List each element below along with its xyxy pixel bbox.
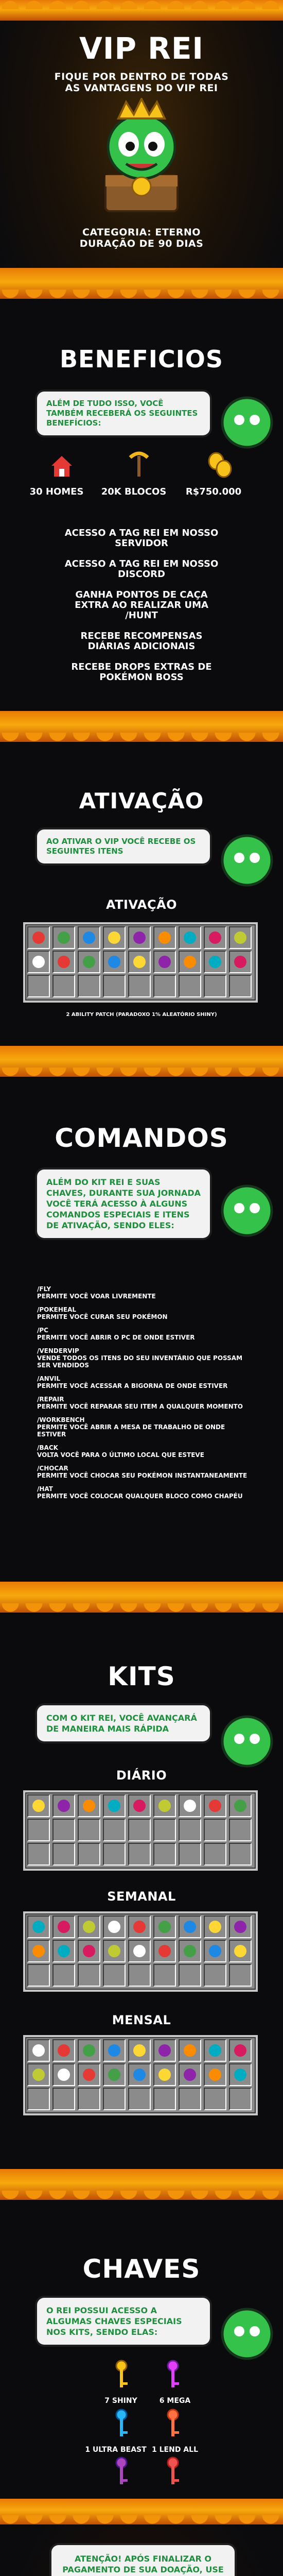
beneficios-section <box>0 299 283 752</box>
inventory-slot <box>179 951 201 973</box>
inventory-slot <box>128 1794 151 1817</box>
notice-box <box>51 2545 235 2576</box>
command-name: /WORKBENCH <box>37 1416 85 1423</box>
inventory-slot <box>229 1819 252 1841</box>
dragon-mascot-icon <box>216 392 278 453</box>
item-icon <box>209 1800 221 1812</box>
inventory-slot <box>179 1819 201 1841</box>
inventory-slot <box>52 2088 75 2110</box>
command-name: /CHOCAR <box>37 1465 68 1472</box>
inventory-slot <box>204 1843 226 1866</box>
dragon-mascot-icon <box>216 2303 278 2365</box>
inventory-slot <box>27 2063 50 2086</box>
inventory-slot <box>52 2039 75 2062</box>
command-name: /FLY <box>37 1285 51 1293</box>
inventory-slot <box>153 926 176 949</box>
lava-divider <box>0 2499 283 2524</box>
item-icon <box>108 1945 120 1957</box>
key-label: 7 SHINY <box>104 2397 137 2405</box>
inventory-slot <box>27 926 50 949</box>
inventory-slot <box>128 2063 151 2086</box>
reward-money: R$750.000 <box>185 486 242 497</box>
inventory-slot <box>52 1819 75 1841</box>
inventory-slot <box>128 951 151 973</box>
item-icon <box>209 956 221 968</box>
item-icon <box>133 1945 146 1957</box>
inventory-slot <box>27 2088 50 2110</box>
inventory-slot <box>204 1940 226 1962</box>
item-icon <box>209 931 221 944</box>
item-icon <box>83 956 95 968</box>
inventory-slot <box>229 975 252 997</box>
inventory-slot <box>204 975 226 997</box>
beneficios-intro-text: ALÉM DE TUDO ISSO, VOCÊ TAMBÉM RECEBERÁ OS SEGUINTES BENEFÍCIOS: <box>46 399 198 428</box>
inventory-slot <box>78 1794 100 1817</box>
item-icon <box>32 956 45 968</box>
command-item <box>37 1444 253 1459</box>
item-icon <box>184 931 196 944</box>
comandos-section <box>0 1087 283 1618</box>
key-lend-all-icon <box>164 2409 182 2439</box>
kit-weekly-title: SEMANAL <box>107 1889 176 1904</box>
inventory-slot <box>204 926 226 949</box>
command-desc: PERMITE VOCÊ ACESSAR A BIGORNA DE ONDE ESTIVER <box>37 1382 228 1389</box>
dragon-mascot-icon <box>216 1180 278 1242</box>
inventory-slot <box>153 1794 176 1817</box>
item-icon <box>158 931 171 944</box>
inventory-slot <box>128 1843 151 1866</box>
inventory-slot <box>229 1843 252 1866</box>
inventory-slot <box>179 1940 201 1962</box>
inventory-slot <box>78 1964 100 1987</box>
item-icon <box>108 1921 120 1933</box>
inventory-slot <box>179 975 201 997</box>
item-icon <box>158 1800 171 1812</box>
item-icon <box>32 2044 45 2057</box>
command-name: /BACK <box>37 1444 58 1451</box>
item-icon <box>209 2044 221 2057</box>
command-desc: VOLTA VOCÊ PARA O ÚLTIMO LOCAL QUE ESTEVE <box>37 1451 204 1459</box>
inventory-slot <box>229 1794 252 1817</box>
item-icon <box>108 931 120 944</box>
command-desc: PERMITE VOCÊ COLOCAR QUALQUER BLOCO COMO CHAPÉU <box>37 1493 243 1500</box>
key-mega-icon <box>164 2360 182 2391</box>
item-icon <box>133 931 146 944</box>
comandos-intro-box <box>37 1170 210 1238</box>
key-lend-5s-icon <box>164 2456 182 2487</box>
item-icon <box>32 1921 45 1933</box>
inventory-slot <box>153 1940 176 1962</box>
inventory-slot <box>27 2039 50 2062</box>
benefit-item: ACESSO A TAG REI EM NOSSO DISCORD <box>64 558 219 580</box>
inventory-slot <box>204 2063 226 2086</box>
item-icon <box>108 956 120 968</box>
item-icon <box>32 1800 45 1812</box>
hero-duration: DURAÇÃO DE 90 DIAS <box>79 238 204 249</box>
ativacao-intro-text: AO ATIVAR O VIP VOCÊ RECEBE OS SEGUINTES ITENS <box>46 837 196 856</box>
inventory-slot <box>103 975 126 997</box>
dragon-mascot-icon <box>216 1710 278 1772</box>
dragon-mascot-icon <box>85 98 198 216</box>
inventory-slot <box>179 926 201 949</box>
command-desc: PERMITE VOCÊ REPARAR SEU ITEM A QUALQUER MOMENTO <box>37 1403 243 1410</box>
inventory-slot <box>103 1940 126 1962</box>
inventory-slot <box>27 1794 50 1817</box>
inventory-slot <box>103 2039 126 2062</box>
inventory-slot <box>27 951 50 973</box>
inventory-slot <box>128 2088 151 2110</box>
kits-intro-text: COM O KIT REI, VOCÊ AVANÇARÁ DE MANEIRA MAIS RÁPIDA <box>46 1713 197 1734</box>
inventory-slot <box>128 1940 151 1962</box>
inventory-slot <box>229 1916 252 1938</box>
inventory-slot <box>179 2039 201 2062</box>
inventory-slot <box>179 2088 201 2110</box>
lava-divider <box>0 711 283 742</box>
inventory-slot <box>27 1819 50 1841</box>
inventory-slot <box>179 1964 201 1987</box>
command-desc: PERMITE VOCÊ VOAR LIVREMENTE <box>37 1293 156 1300</box>
command-desc: PERMITE VOCÊ CHOCAR SEU POKÉMON INSTANTANEAMENTE <box>37 1472 247 1479</box>
item-icon <box>209 1921 221 1933</box>
inventory-slot <box>153 1843 176 1866</box>
inventory-slot <box>103 2088 126 2110</box>
item-icon <box>184 2044 196 2057</box>
benefit-item: GANHA PONTOS DE CAÇA EXTRA AO REALIZAR UMA /HUNT <box>75 589 208 621</box>
key-ultra-beast-icon <box>112 2409 131 2439</box>
inventory-slot <box>103 1794 126 1817</box>
lava-divider <box>0 1046 283 1077</box>
inventory-slot <box>27 1964 50 1987</box>
inventory-slot <box>52 926 75 949</box>
key-label: 1 ULTRA BEAST <box>85 2446 147 2454</box>
item-icon <box>234 1921 246 1933</box>
lava-border-top <box>0 0 283 21</box>
item-icon <box>133 2044 146 2057</box>
kits-section <box>0 1618 283 2210</box>
benefit-item: RECEBE DROPS EXTRAS DE POKÉMON BOSS <box>71 662 212 683</box>
key-label: 6 MEGA <box>159 2397 191 2405</box>
item-icon <box>58 1800 70 1812</box>
item-icon <box>184 1945 196 1957</box>
inventory-slot <box>103 2063 126 2086</box>
command-item <box>37 1416 253 1438</box>
inventory-slot <box>52 1916 75 1938</box>
item-icon <box>32 1945 45 1957</box>
beneficios-title: BENEFICIOS <box>59 345 224 373</box>
inventory-slot <box>229 2063 252 2086</box>
inventory-slot <box>153 1819 176 1841</box>
reward-homes: 30 HOMES <box>29 486 84 497</box>
hero-subtitle: FIQUE POR DENTRO DE TODAS AS VANTAGENS DO VIP REI <box>54 71 229 94</box>
inventory-slot <box>103 1819 126 1841</box>
lava-divider <box>0 1582 283 1613</box>
kit-monthly-inventory <box>23 2035 258 2115</box>
kits-intro-box <box>37 1705 210 1741</box>
inventory-slot <box>52 975 75 997</box>
item-icon <box>83 2069 95 2081</box>
kit-daily-title: DIÁRIO <box>116 1768 167 1783</box>
inventory-slot <box>153 1964 176 1987</box>
item-icon <box>108 2044 120 2057</box>
item-icon <box>184 956 196 968</box>
inventory-slot <box>153 951 176 973</box>
item-icon <box>32 931 45 944</box>
command-name: /VENDERVIP <box>37 1347 79 1354</box>
item-icon <box>234 1945 246 1957</box>
item-icon <box>133 1800 146 1812</box>
inventory-slot <box>78 2088 100 2110</box>
item-icon <box>158 1921 171 1933</box>
item-icon <box>234 931 246 944</box>
inventory-slot <box>27 1940 50 1962</box>
reward-blocks: 20K BLOCOS <box>101 486 167 497</box>
command-name: /ANVIL <box>37 1375 61 1382</box>
inventory-slot <box>179 2063 201 2086</box>
kit-weekly-inventory <box>23 1911 258 1992</box>
inventory-slot <box>204 951 226 973</box>
inventory-slot <box>229 1940 252 1962</box>
inventory-slot <box>128 1916 151 1938</box>
inventory-slot <box>153 2088 176 2110</box>
ativacao-intro-box <box>37 829 210 863</box>
item-icon <box>83 931 95 944</box>
item-icon <box>58 931 70 944</box>
command-item <box>37 1285 253 1300</box>
hero-category: CATEGORIA: ETERNO <box>82 227 201 238</box>
item-icon <box>158 956 171 968</box>
inventory-slot <box>204 1964 226 1987</box>
inventory-slot <box>78 951 100 973</box>
item-icon <box>158 2069 171 2081</box>
lava-divider <box>0 2169 283 2200</box>
beneficios-intro-box <box>37 392 210 435</box>
inventory-slot <box>52 2063 75 2086</box>
item-icon <box>58 2069 70 2081</box>
inventory-slot <box>52 1794 75 1817</box>
inventory-slot <box>52 951 75 973</box>
item-icon <box>83 1945 95 1957</box>
item-icon <box>133 1921 146 1933</box>
inventory-slot <box>103 1916 126 1938</box>
command-name: /POKEHEAL <box>37 1306 77 1313</box>
inventory-slot <box>52 1964 75 1987</box>
inventory-slot <box>27 975 50 997</box>
benefit-item: ACESSO A TAG REI EM NOSSO SERVIDOR <box>64 528 219 549</box>
command-item <box>37 1306 253 1320</box>
item-icon <box>32 2069 45 2081</box>
kit-monthly-title: MENSAL <box>112 2013 171 2027</box>
inventory-slot <box>52 1940 75 1962</box>
pickaxe-icon <box>126 448 152 479</box>
command-name: /REPAIR <box>37 1396 64 1403</box>
ativacao-subtitle: ATIVAÇÃO <box>105 897 178 912</box>
dragon-mascot-icon <box>216 829 278 891</box>
item-icon <box>184 2069 196 2081</box>
inventory-slot <box>153 2039 176 2062</box>
inventory-slot <box>78 975 100 997</box>
inventory-slot <box>229 2039 252 2062</box>
command-desc: VENDE TODOS OS ITENS DO SEU INVENTÁRIO QUE POSSAM SER VENDIDOS <box>37 1354 243 1369</box>
command-item <box>37 1375 253 1389</box>
chaves-intro-box <box>37 2298 210 2345</box>
command-desc: PERMITE VOCÊ ABRIR A MESA DE TRABALHO DE ONDE ESTIVER <box>37 1423 225 1438</box>
item-icon <box>234 2044 246 2057</box>
item-icon <box>209 2069 221 2081</box>
item-icon <box>234 1800 246 1812</box>
inventory-slot <box>103 926 126 949</box>
item-icon <box>234 2069 246 2081</box>
item-icon <box>184 1921 196 1933</box>
item-icon <box>83 2044 95 2057</box>
inventory-slot <box>128 1819 151 1841</box>
inventory-slot <box>103 1964 126 1987</box>
lava-divider <box>0 268 283 299</box>
chaves-section <box>0 2210 283 2499</box>
inventory-slot <box>179 1916 201 1938</box>
inventory-slot <box>204 2039 226 2062</box>
notice-text: ATENÇÃO! APÓS FINALIZAR O PAGAMENTO DE SUA DOAÇÃO, USE <box>62 2554 224 2574</box>
inventory-slot <box>204 2088 226 2110</box>
item-icon <box>83 1800 95 1812</box>
item-icon <box>58 1921 70 1933</box>
command-desc: PERMITE VOCÊ ABRIR O PC DE ONDE ESTIVER <box>37 1334 195 1341</box>
footer-section <box>0 2499 283 2576</box>
inventory-slot <box>229 1964 252 1987</box>
page-title: VIP REI <box>79 31 204 66</box>
item-icon <box>108 2069 120 2081</box>
benefit-item: RECEBE RECOMPENSAS DIÁRIAS ADICIONAIS <box>80 631 203 652</box>
inventory-slot <box>128 926 151 949</box>
comandos-title: COMANDOS <box>55 1123 228 1153</box>
key-label: 1 LEND ALL <box>152 2446 198 2454</box>
command-list <box>37 1285 253 1506</box>
inventory-slot <box>78 1940 100 1962</box>
inventory-slot <box>78 1819 100 1841</box>
item-icon <box>58 2044 70 2057</box>
inventory-slot <box>179 1794 201 1817</box>
inventory-slot <box>204 1794 226 1817</box>
item-icon <box>58 1945 70 1957</box>
inventory-slot <box>153 2063 176 2086</box>
item-icon <box>133 956 146 968</box>
item-icon <box>83 1921 95 1933</box>
command-name: /HAT <box>37 1485 53 1493</box>
item-icon <box>184 1800 196 1812</box>
ativacao-title: ATIVAÇÃO <box>79 788 204 814</box>
inventory-slot <box>128 975 151 997</box>
item-icon <box>133 2069 146 2081</box>
inventory-slot <box>229 926 252 949</box>
inventory-slot <box>27 1916 50 1938</box>
coins-icon <box>206 451 234 479</box>
item-icon <box>108 1800 120 1812</box>
inventory-slot <box>78 2039 100 2062</box>
command-name: /PC <box>37 1327 48 1334</box>
kits-title: KITS <box>108 1662 175 1691</box>
inventory-slot <box>52 1843 75 1866</box>
ativacao-section <box>0 752 283 1087</box>
item-icon <box>158 2044 171 2057</box>
home-icon <box>49 453 75 479</box>
inventory-slot <box>229 2088 252 2110</box>
item-icon <box>58 956 70 968</box>
item-icon <box>234 956 246 968</box>
inventory-slot <box>128 2039 151 2062</box>
inventory-slot <box>128 1964 151 1987</box>
inventory-slot <box>204 1916 226 1938</box>
item-icon <box>158 1945 171 1957</box>
inventory-slot <box>78 1843 100 1866</box>
command-item <box>37 1485 253 1500</box>
chaves-title: CHAVES <box>82 2254 201 2284</box>
command-item <box>37 1327 253 1341</box>
inventory-slot <box>153 975 176 997</box>
inventory-slot <box>153 1916 176 1938</box>
inventory-slot <box>103 951 126 973</box>
activation-inventory <box>23 922 258 1003</box>
key-shiny-icon <box>112 2360 131 2391</box>
inventory-slot <box>78 1916 100 1938</box>
command-item <box>37 1396 253 1410</box>
inventory-slot <box>78 926 100 949</box>
inventory-slot <box>78 2063 100 2086</box>
command-item <box>37 1347 253 1369</box>
kit-daily-inventory <box>23 1790 258 1871</box>
inventory-slot <box>27 1843 50 1866</box>
key-lend-all-shiny-icon <box>112 2456 131 2487</box>
inventory-slot <box>103 1843 126 1866</box>
command-desc: PERMITE VOCÊ CURAR SEU POKÉMON <box>37 1313 168 1320</box>
command-item <box>37 1465 253 1479</box>
comandos-intro-text: ALÉM DO KIT REI E SUAS CHAVES, DURANTE SUA JORNADA VOCÊ TERÁ ACESSO À ALGUNS COMANDOS ESPECIAIS E ITENS DE ATIVAÇÃO, SENDO ELES: <box>46 1177 201 1230</box>
chaves-intro-text: O REI POSSUI ACESSO A ALGUMAS CHAVES ESPECIAIS NOS KITS, SENDO ELAS: <box>46 2306 182 2337</box>
inventory-slot <box>204 1819 226 1841</box>
ativacao-note: 2 ABILITY PATCH (PARADOXO 1% ALEATÓRIO SHINY) <box>66 1012 217 1018</box>
inventory-slot <box>179 1843 201 1866</box>
item-icon <box>209 1945 221 1957</box>
inventory-slot <box>229 951 252 973</box>
